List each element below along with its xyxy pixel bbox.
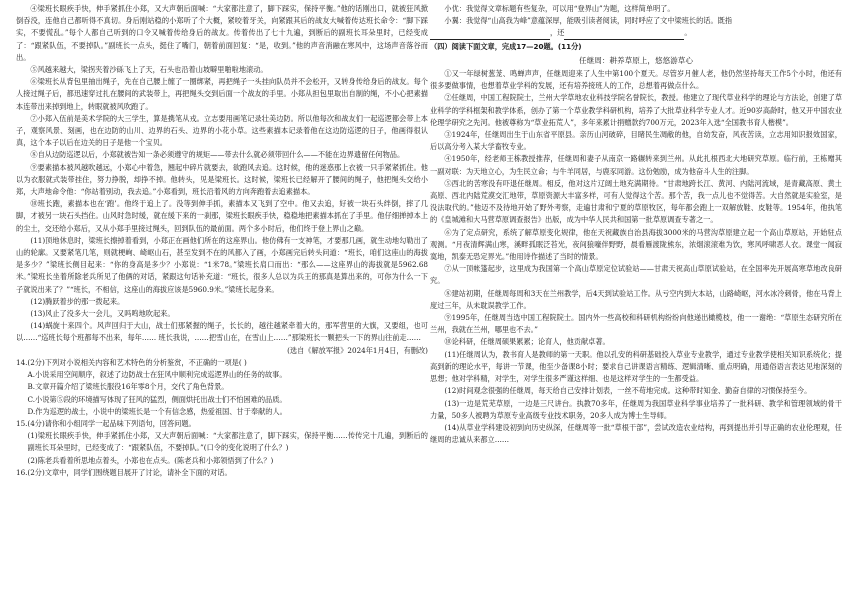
article-paragraph: ②任继周，中国工程院院士，兰州大学草地农业科技学院名誉院长，教授。他建立了现代草业科学的理论与方法论，创建了草业科学的学科框架和教学体系，创办了第一个草业教学科研机构，培养了大批草业科学专业人才。近90岁高龄时，他又开中国农业伦理学研究之先河。他被尊称为“草业拓荒人”，多年来累计捐赠款约700万元，2023年入选“全国教书育人楷模”。 xyxy=(430,93,842,127)
dialogue-line: 小优：我觉得文章标题有些复杂，可以用“登界山”为题，这样简单明了。 xyxy=(444,4,675,13)
story-paragraph: ⑥梁班长从背包里抽出绳子，先在自己腰上缠了一圈绑紧，再把绳子一头挂向队员并不会松开，又转身传给身后的战友。每个人接过绳子后，都迅速穿过扎在腰间的武装带上，再把绳头交到后面一个战友的手里。小郑从担包里取出自制的绳，不小心把素描本连带出来掉到地上，转眼就被风吹跑了。 xyxy=(16,77,428,111)
right-column xyxy=(430,3,842,446)
option-c: C.小说第⑤段的环境描写体现了狂风的猛烈，侧面烘托出战士们不怕困难的品质。 xyxy=(27,394,287,404)
section-title: （四）阅读下面文章，完成17—20题。(11分) xyxy=(430,41,582,51)
story-paragraph: ⑨要素描本被风越吹越远，小郑心中着急，翘起中碎片就要去，欲跑风去追。这时候，他的迷惑那上衣被一只手紧紧抓住。他以为衣服就式装带挂住，努力挣脱，却挣不掉。他转头，见是梁班长。这时候，梁班长已经解开了腰间的绳子，他把绳头交给小郑，大声地命令他：“你站着别动，我去追。”小郑看到，班长沿着风的方向奔跑着去追素描本。 xyxy=(16,162,428,197)
story-paragraph: (11)顶地休息时，梁班长擦掉着看到，小郑正在画他们所在的这座界山。他仿佛有一支神笔，才要那几画，就生动地勾勒出了山的轮廓。又要紧笔几笔，则就梗峋、崎岖山石，甚至发到不在的风都入了画，小郑画完后转头问道：“班长，咱们这座山的海拔是多少？”梁班长侧目起来：“你的身高是多少？小郑说：“1米78。”梁班长肩口而出：“那么——这座界山的海拔就是5962.68米。”梁班长坐着所除老兵所见了他俩的对话，紧跟这句话补充道：“班长，很多人总以为兵王的那真是算出来的，可你为什么一下子就说出来了？”“班长，不相信，这座山的海拔应该是5960.9米。”梁班长起身来。 xyxy=(16,235,428,294)
article-paragraph: ①又一年绿树葱茏、鸣蝉声声，任继周迎来了人生中第100个夏天。尽管岁月催人老，他仍然坚持每天工作5个小时，他还有很多要做事情，也想着草业学科的发展，还有培养接班人的工作，总想着再做点什么。 xyxy=(430,69,842,91)
article-paragraph: (12)时间观念很强的任继周，每天给自己安排计划表，一丝不苟地完成。这种带时知金、勤奋自律的习惯保持至今。 xyxy=(444,386,812,396)
story-paragraph: (12)腾跃着步的那一拨起来。 xyxy=(30,296,125,306)
option-b: B.文章开篇介绍了梁班长服役16年零8个月，交代了角色背景。 xyxy=(27,382,229,392)
story-paragraph: ⑦小郑入伍前是美术学院的大三学生，算是携笔从戎。立志要用画笔记录壮美边防。所以他每次和战友们一起巡逻都会带上本子，观察风景、刻画，也在边防的山川、边界的石头、边界的小花小草。这些素描本记录着他在这边防巡逻的日子，他画得很认真，这个本子以后在边关的日子是他一个宝贝。 xyxy=(16,113,428,148)
article-title: 任继周：耕养草原上，悠悠游草心 xyxy=(579,55,693,65)
question-16: 16.(2分)文章中，同学们围绕题目展开了讨论，请补全下面的对话。 xyxy=(16,467,232,477)
article-paragraph: ⑤西北的苦寒没有吓退任继周。相反，他对这片辽阔土地充满期待。“甘肃地跨长江、黄河、内陆河流域，是青藏高原、黄土高原、西北内陆荒漠交汇地带，草原资源大丰富多样，可有人觉得这个苦。那个苦，我一点儿也不觉得苦。大自然就是实验室，是没法取代的。”他迈不及待地开始了野外考察，走遍甘肃和宁夏的草原牧区，每年都会跑上一双解放鞋、皮鞋等。1954年，他执笔的《皇城滩和大马营草原调查报告》出版，成为中华人民共和国第一批草原调查专著之一。 xyxy=(430,178,842,225)
article-paragraph: (14)从草业学科建设初到向历史纵深，任继周等一批“草根干部”，尝试改造农业结构，再到提出并引导正确的农业伦理观，任继周的忠诚从来都立…… xyxy=(430,422,842,445)
option-a: A.小说采用空间顺序，叙述了边防战士在狂风中顺利完成巡逻界山的任务的故事。 xyxy=(27,370,287,380)
article-paragraph: (11)任继周认为，教书育人是教师的第一天职。他以孔安的科研基础投入草业专业教学，通过专业教学使相关知识系统化；提高到新的理论水平，每讲一节课，他至少备课8小时；要求自己讲课语言精练、逻辑清晰、重点明确，用通俗语言表达见地深刻的思想；他对学科精，对学生，对学生很多严谨这样细、也是这样对学生的一生都受益。 xyxy=(430,349,842,384)
article-paragraph: ⑥为了定点研究，系统了解草原变化规律，他在天祝藏族自治县海拔3000米的马营沟草原建立起一个高山草原站，开始驻点观测。“月夜清辉满山寒，溪畔孤眠泛苔光，夜间狼嚎伴野野，晨看雁渡陇熊东，浓烟滚滚难为饮，寒风呼啸恶人衣。课堂一闻寂寞地，凯泰无恐定界光。”他用诗作描述了当时的情景。 xyxy=(430,227,842,262)
blank-end: 。 xyxy=(684,28,692,38)
question-15-part-1: (1)梁班长眼疾手快，伸手紧抓住小郑，又大声朝后面喊：“大家都注意了，脚下踩实，保持平衡……传传完十几遍，到断后的副班长耳朵里时，已经变成了：“跟紧队伍，不要掉队。”(口令的变化说明了什么？) xyxy=(27,431,428,453)
article-paragraph: ④1950年，经老师王栋教授推荐，任继周和妻子从南京一路辗转来到兰州。从此扎根西北大地研究草原。临行前，王栋赠其一副对联：为天地立心，为生民立命；与牛羊同居，与鹿豕同游。这份勉励，成为他奋斗人生的注脚。 xyxy=(430,154,842,176)
article-paragraph: ③1924年，任继周出生于山东省平原县。亲历山河破碎，目睹民生凋敝的他，自幼发奋，风夜苦读，立志用知识报效国家，后以高分考入某大学畜牧专业。 xyxy=(430,130,842,152)
left-column xyxy=(16,3,428,479)
question-14: 14.(2分)下列对小说相关内容和艺术特色的分析鉴赏，不正确的一项是( ) xyxy=(16,357,247,367)
question-15: 15.(4分)请你和小组同学一起品味下列语句，回答问题。 xyxy=(16,418,196,428)
story-paragraph: ⑩班长跑，素描本也在‘跑’。他终于追上了。没等到伸手抓，素描本又飞到了空中。他又去追，好被一块石头绊倒，摔了几脚，才被另一块石头挡住。山风时急时缓，就在缓下来的一刹那，梁班长眼疾手快，稳稳地把素描本抓在了手里。他仔细掸掉本上的尘土，交还给小郑后，又从小郑手里接过绳头，回到队伍的最前面。两个多小时后，他们终于登上界山之巅。 xyxy=(16,199,428,233)
answer-blank-line xyxy=(430,27,842,39)
story-paragraph: ⑧自从边防巡逻以后，小郑就被告知一条必须遵守的规矩——带去什么就必须带回什么——不能在边界遗留任何物品。 xyxy=(30,150,405,160)
story-paragraph: ④梁班长眼疾手快，伸手紧抓住小郑，又大声朝后面喊：“大家都注意了，脚下踩实，保持平衡。”他的话刚出口，就被狂风掀倒吞没，连他自己都听得不真切。身后刚站稳的小郑听了个大概，紧咬着牙关，向紧跟其后的战友大喊着传达班长命令：“脚下踩实，不要慌乱。”每个人都自己听到的口令又喊着传给身后的战友。传着传出了七十九遍，到断后的副班长耳朵里时，已经变成了：“跟紧队伍，不要掉队。”副班长一点头，挺住了嘴门，朝着前面回复：“是，收到。”他的声音消融在寒风中，这场声音落谷而出。 xyxy=(16,4,428,62)
article-paragraph: ⑩论科研，任继周硕果累累；论育人，他贡献卓著。 xyxy=(444,337,610,347)
story-source: (选自《解放军报》2024年1月4日，有删改) xyxy=(287,345,428,355)
blank-connector: ，还 xyxy=(550,28,565,38)
story-paragraph: ⑤风越来越大，梁拐夹着沙砾飞上了天，石头也沿着山坡噼里啪啦地滚动。 xyxy=(30,65,268,75)
option-d: D.作为巡逻的战士，小说中的梁班长是一个有信念感，热爱祖国、甘于奉献的人。 xyxy=(27,406,287,416)
article-paragraph: ⑦从一顶帐篷起步，这里成为我国第一个高山草原定位试验站——甘肃天祝高山草原试验站，在全国率先开展高寒草地改良研究。 xyxy=(430,264,842,286)
answer-blank[interactable] xyxy=(430,30,550,40)
question-15-part-2: (2)陈老兵看着所思地点着头，小郑也在点头。(陈老兵和小郑领悟到了什么？) xyxy=(27,455,274,465)
story-paragraph: (13)风止了没多大一会儿，又吗鸣地吹起来。 xyxy=(30,309,175,319)
article-paragraph: ⑨1995年，任继周当选中国工程院院士。国内外一些高校和科研机构纷纷向他递出橄榄枝，他一一谢绝：“草原生态研究所在兰州，我就在兰州，哪里也不去。” xyxy=(430,313,842,335)
answer-blank[interactable] xyxy=(564,30,684,40)
article-paragraph: (13)一边是荒芜草原，一边是三尺讲台。执教70多年，任继周为我国草业科学事业培养了一批科研、教学和管理领域的骨干力量，50多人被聘为草原专业高级专业技术职务，20多人成为博士生导师。 xyxy=(430,398,842,420)
article-paragraph: ⑧建站初期，任继周每周和3天在兰州教学，后4天到试验站工作。从亏空内到大本站，山路崎岖，河水冰冷刺骨，他在马背上度过三年，从未耽误教学工作。 xyxy=(430,288,842,310)
story-paragraph: (14)蜗旋十来四个。风声回归于大山，战士们那紧握的绳子，长长的，越往越紧牵着大的，那军营里的大旗，又要组，也可以……“巡班长每个班都每不出来，每年…… 班长我说，……把雪山在，在雪山上……”那梁班长一颗把头一下的界山往前走…… xyxy=(16,321,428,343)
dialogue-line: 小翼：我觉得“山高我为峰”意蕴深厚，能吸引读者阅读，同时呼应了文中梁班长的话。既指 xyxy=(444,16,733,26)
